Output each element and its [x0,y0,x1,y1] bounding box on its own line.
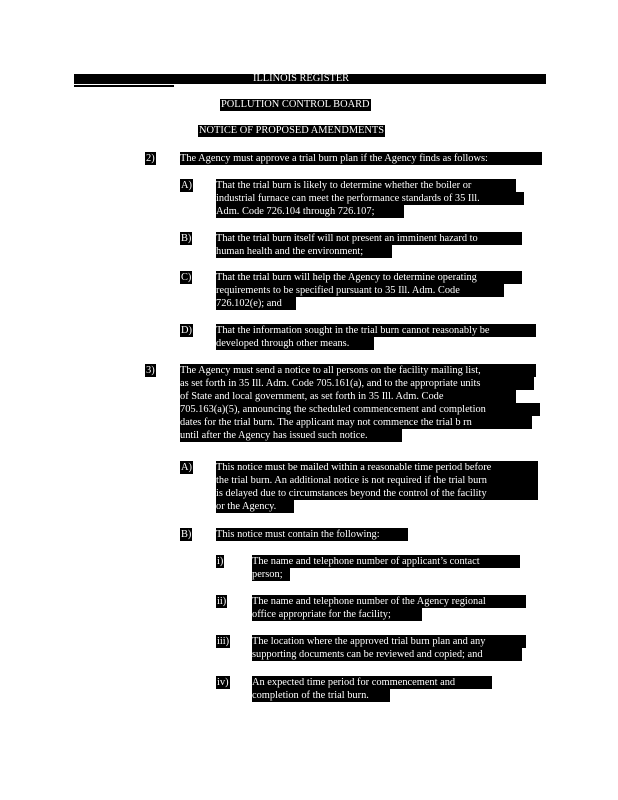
item-text-line: or the Agency. [216,500,294,513]
item-text-line: office appropriate for the facility; [252,608,422,621]
item-text-line: The name and telephone number of the Agency regional [252,595,526,608]
item-text-line: requirements to be specified pursuant to 35 Ill. Adm. Code [216,284,504,297]
item-text-line: person; [252,568,290,581]
item-label: i) [217,556,224,567]
item-label: A) [181,462,192,473]
item-text-line: That the information sought in the trial burn cannot reasonably be [216,324,536,337]
item-text-line: the trial burn. An additional notice is not required if the trial burn [216,474,538,487]
item-text-line: Adm. Code 726.104 through 726.107; [216,205,404,218]
item-label: iv) [217,677,229,688]
item-text-line: That the trial burn is likely to determine whether the boiler or [216,179,516,192]
item-text-line: This notice must be mailed within a reasonable time period before [216,461,538,474]
item-text-line: completion of the trial burn. [252,689,390,702]
item-text-line: This notice must contain the following: [216,528,408,541]
item-text-line: That the trial burn will help the Agency to determine operating [216,271,522,284]
header-rule-underline [74,85,174,87]
item-text-line: supporting documents can be reviewed and copied; and [252,648,522,661]
item-label: iii) [217,636,230,647]
item-text-line: as set forth in 35 Ill. Adm. Code 705.161(a), and to the appropriate units [180,377,534,390]
register-title: ILLINOIS REGISTER [253,73,350,84]
item-text-line: 705.163(a)(5), announcing the scheduled commencement and completion [180,403,540,416]
item-text-line: developed through other means. [216,337,374,350]
item-text-line: 726.102(e); and [216,297,296,310]
notice-title: NOTICE OF PROPOSED AMENDMENTS [199,125,385,136]
item-text-line: The Agency must send a notice to all persons on the facility mailing list, [180,364,536,377]
item-text-line: The name and telephone number of applicant’s contact [252,555,520,568]
item-text-line: is delayed due to circumstances beyond the control of the facility [216,487,538,500]
item-text-line: industrial furnace can meet the performance standards of 35 Ill. [216,192,524,205]
item-label: 2) [146,153,155,164]
item-text-line: dates for the trial burn. The applicant may not commence the trial b rn [180,416,532,429]
item-label: A) [181,180,192,191]
item-label: 3) [146,365,155,376]
item-text-line: An expected time period for commencement and [252,676,492,689]
item-text-line: That the trial burn itself will not present an imminent hazard to [216,232,522,245]
item-text-line: The Agency must approve a trial burn plan if the Agency finds as follows: [180,152,542,165]
item-label: ii) [217,596,227,607]
item-label: C) [181,272,192,283]
item-label: D) [181,325,192,336]
item-text-line: human health and the environment; [216,245,392,258]
board-title: POLLUTION CONTROL BOARD [221,99,370,110]
item-text-line: until after the Agency has issued such notice. [180,429,402,442]
item-label: B) [181,233,192,244]
item-label: B) [181,529,192,540]
item-text-line: of State and local government, as set forth in 35 Ill. Adm. Code [180,390,516,403]
item-text-line: The location where the approved trial burn plan and any [252,635,526,648]
